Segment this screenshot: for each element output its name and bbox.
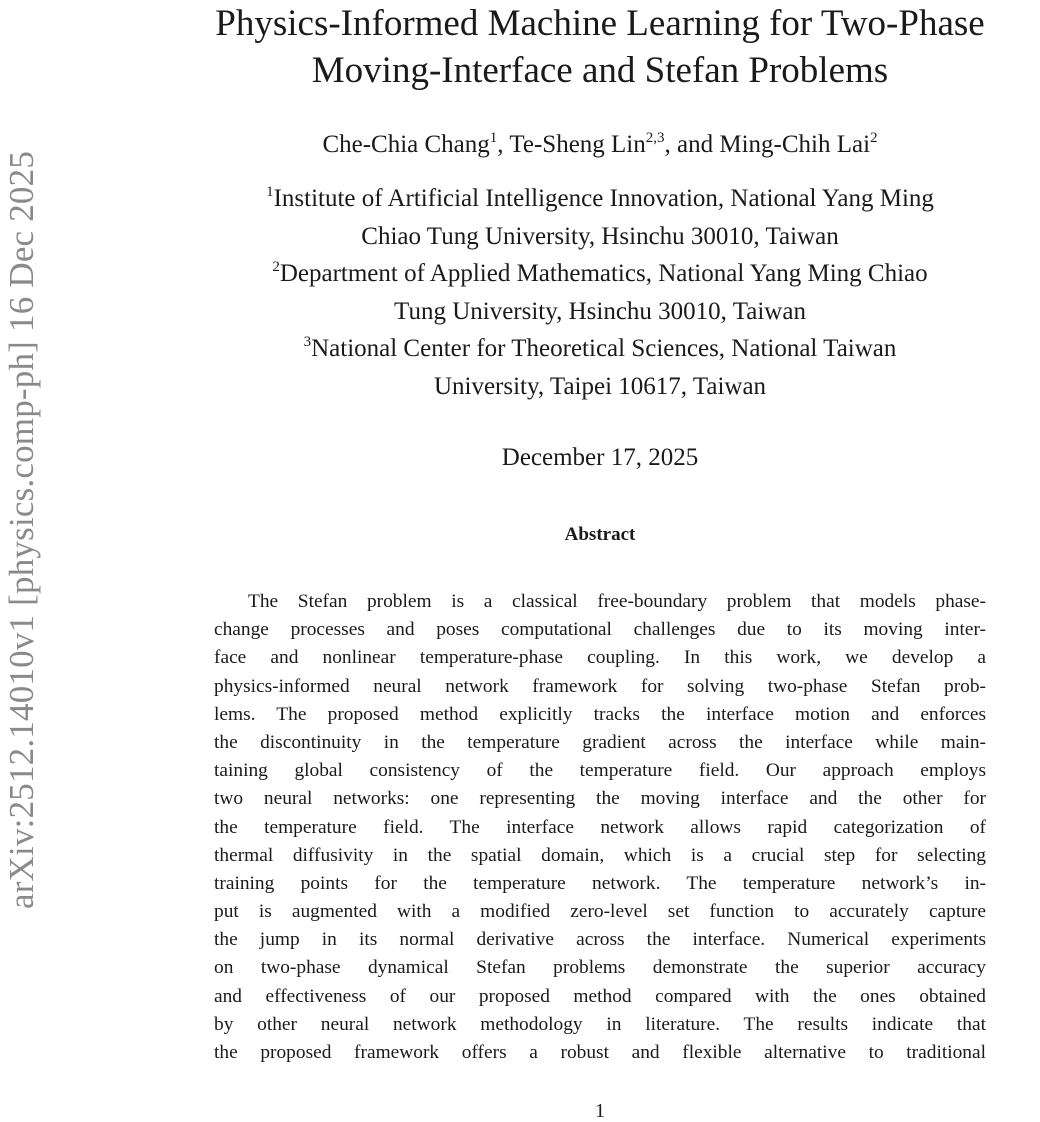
abstract-line: face and nonlinear temperature-phase coupling. In this work, we develop a <box>214 647 986 669</box>
abstract-line: change processes and poses computational challenges due to its moving inter- <box>214 619 986 641</box>
abstract-line: the jump in its normal derivative across the interface. Numerical experiments <box>214 929 986 951</box>
abstract-line: on two-phase dynamical Stefan problems demonstrate the superior accuracy <box>214 957 986 979</box>
publication-date: December 17, 2025 <box>501 444 699 471</box>
abstract-line: training points for the temperature network. The temperature network’s in- <box>214 872 986 894</box>
title-line-2: Moving-Interface and Stefan Problems <box>311 50 889 91</box>
abstract-heading: Abstract <box>564 524 636 545</box>
author-separator: , and <box>664 131 720 158</box>
author-separator: , <box>497 131 510 158</box>
author-affil-mark: 2 <box>870 130 878 146</box>
affiliation-text: National Center for Theoretical Sciences, National Taiwan <box>311 335 897 362</box>
author-name: Che-Chia Chang <box>322 131 490 158</box>
abstract-line: and effectiveness of our proposed method compared with the ones obtained <box>214 985 986 1007</box>
affiliation-text: Institute of Artificial Intelligence Innovation, National Yang Ming <box>273 185 934 212</box>
affiliation-line: University, Taipei 10617, Taiwan <box>433 372 767 400</box>
affiliation-mark: 3 <box>303 334 312 350</box>
abstract-line: by other neural network methodology in literature. The results indicate that <box>214 1013 986 1035</box>
abstract-line: taining global consistency of the temperature field. Our approach employs <box>214 760 986 782</box>
author-affil-mark: 2,3 <box>645 130 665 146</box>
author-affil-mark: 1 <box>489 130 498 146</box>
affiliation-line <box>150 180 1040 218</box>
abstract-line: physics-informed neural network framework for solving two-phase Stefan prob- <box>214 675 986 697</box>
abstract-line: the temperature field. The interface network allows rapid categorization of <box>214 816 986 838</box>
abstract-body <box>214 588 986 1067</box>
affiliation-line <box>150 255 1040 293</box>
affiliation-line: Tung University, Hsinchu 30010, Taiwan <box>394 297 806 325</box>
arxiv-identifier-sidebar: arXiv:2512.14010v1 [physics.comp-ph] 16 Dec 2025 <box>2 150 41 910</box>
abstract-line: put is augmented with a modified zero-level set function to accurately capture <box>214 901 986 923</box>
abstract-line: two neural networks: one representing the moving interface and the other for <box>214 788 986 810</box>
abstract-line: lems. The proposed method explicitly tracks the interface motion and enforces <box>214 703 986 725</box>
abstract-line: thermal diffusivity in the spatial domain, which is a crucial step for selecting <box>214 844 986 866</box>
title-line-1: Physics-Informed Machine Learning for Two-Phase <box>215 3 985 44</box>
abstract-line: the discontinuity in the temperature gradient across the interface while main- <box>214 731 986 753</box>
author-name: Ming-Chih Lai <box>719 131 871 158</box>
affiliation-text: Department of Applied Mathematics, National Yang Ming Chiao <box>279 260 928 287</box>
author-list <box>150 130 1040 160</box>
author-name: Te-Sheng Lin <box>509 131 646 158</box>
page-number: 1 <box>595 1100 605 1122</box>
paper-header <box>150 0 1040 547</box>
paper-title <box>150 0 1040 94</box>
affiliation-mark: 1 <box>266 184 274 200</box>
affiliation-line <box>150 330 1040 368</box>
abstract-line: the proposed framework offers a robust and flexible alternative to traditional <box>214 1042 986 1063</box>
affiliation-mark: 2 <box>272 259 280 275</box>
abstract-line: The Stefan problem is a classical free-boundary problem that models phase- <box>248 591 986 612</box>
affiliation-list <box>150 180 1040 405</box>
affiliation-line: Chiao Tung University, Hsinchu 30010, Taiwan <box>361 222 839 250</box>
